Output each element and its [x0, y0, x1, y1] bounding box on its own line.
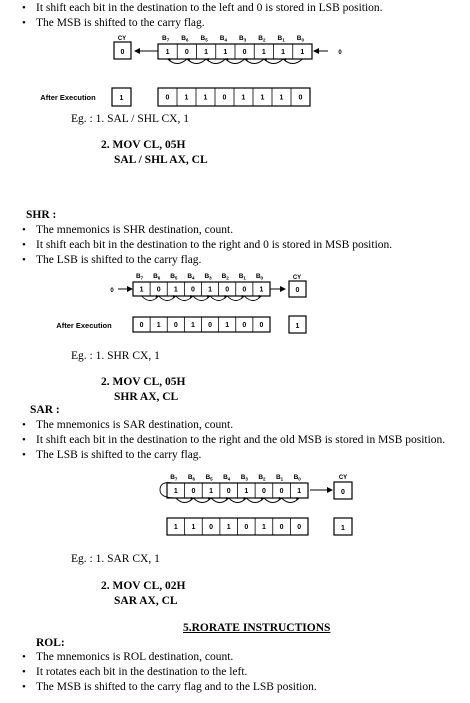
sal-bit-1: 0 — [184, 49, 189, 56]
sar-bullet-1: • The mnemonics is SAR destination, count. — [36, 419, 233, 431]
sal-after-bit-6: 1 — [279, 94, 284, 102]
sar-bit-0: 1 — [173, 488, 178, 495]
sar-bit-label-7: $B_0$ — [293, 474, 301, 482]
sal-bit-3: 1 — [223, 49, 228, 56]
shr-bit-label-0: $B_7$ — [135, 273, 144, 281]
shr-after-bit-2: 0 — [173, 322, 178, 329]
sal-bit-5: 1 — [261, 49, 266, 56]
shr-bit-label-2: $B_5$ — [170, 273, 178, 281]
sar-example-2-line1: 2. MOV CL, 02H — [101, 580, 186, 592]
shr-bullet-1: • The mnemonics is SHR destination, count. — [36, 224, 233, 236]
sal-eg1-text: Eg. : 1. SAL / SHL CX, 1 — [71, 113, 189, 125]
shr-bit-label-5: $B_2$ — [221, 273, 229, 281]
sal-after-bit-4: 1 — [241, 94, 246, 102]
shr-bit-0: 1 — [139, 286, 144, 294]
sar-after-bit-2: 0 — [209, 524, 214, 531]
shr-bit-6: 0 — [242, 286, 247, 294]
sal-bit-6: 1 — [281, 49, 286, 56]
sal-bit-0: 1 — [165, 49, 170, 56]
sar-cy-label: CY — [338, 475, 348, 481]
shr-example-1: Eg. : 1. SHR CX, 1 — [71, 350, 160, 362]
sar-after-cy: 1 — [341, 525, 345, 532]
shr-bit-1: 0 — [156, 286, 161, 294]
sar-diagram — [160, 474, 352, 535]
sar-bit-label-5: $B_2$ — [258, 474, 266, 482]
shr-bit-label-7: $B_0$ — [255, 273, 264, 281]
sal-after-bit-1: 1 — [184, 94, 189, 102]
sar-after-bit-7: 0 — [297, 524, 302, 531]
sal-bit-4: 0 — [242, 49, 247, 56]
sal-after-label: After Execution — [40, 93, 96, 102]
sar-bit-4: 1 — [244, 488, 249, 495]
sar-after-bit-5: 1 — [261, 524, 266, 531]
shr-bit-label-6: $B_1$ — [238, 273, 246, 281]
sar-bit-6: 0 — [279, 488, 284, 495]
rotate-section-title: 5.RORATE INSTRUCTIONS — [183, 622, 331, 634]
sar-bit-label-2: $B_5$ — [205, 474, 213, 482]
sar-example-1: Eg. : 1. SAR CX, 1 — [71, 553, 160, 565]
shr-bit-label-4: $B_3$ — [204, 273, 212, 281]
sal-after-bit-5: 1 — [260, 94, 265, 102]
sar-bit-5: 0 — [261, 488, 266, 495]
sal-cy-label: CY — [117, 36, 127, 42]
sar-after-bit-0: 1 — [173, 524, 178, 531]
sar-after-bit-1: 1 — [191, 524, 196, 531]
sal-example-2-line1: 2. MOV CL, 05H — [101, 139, 186, 151]
rol-bullet-2: • It rotates each bit in the destination to the left. — [36, 666, 247, 678]
sar-bit-label-4: $B_3$ — [240, 474, 248, 482]
sar-bullet-2: • It shift each bit in the destination to the right and the old MSB is stored in MSB position. — [36, 434, 445, 446]
sal-after-bit-7: 0 — [298, 94, 303, 102]
shr-after-bit-4: 0 — [208, 322, 213, 329]
shr-input-zero: 0 — [110, 288, 114, 294]
shr-cy-label: CY — [292, 275, 302, 281]
sar-bit-3: 0 — [226, 488, 231, 495]
sal-cy-value: 0 — [120, 49, 125, 56]
sar-bit-7: 1 — [297, 488, 302, 495]
sar-bit-label-1: $B_6$ — [187, 474, 196, 482]
sal-after-bit-0: 0 — [165, 94, 170, 102]
sar-bit-2: 1 — [209, 488, 214, 495]
shr-bullet-2: • It shift each bit in the destination to the right and 0 is stored in MSB position. — [36, 239, 392, 251]
shr-example-2-line1: 2. MOV CL, 05H — [101, 376, 186, 388]
sal-bit-7: 1 — [300, 49, 305, 56]
shr-example-2-line2: SHR AX, CL — [114, 391, 179, 403]
shr-bit-2: 1 — [173, 286, 178, 294]
sal-bit-label-5: $B_2$ — [258, 35, 266, 43]
sar-bit-label-0: $B_7$ — [170, 474, 178, 482]
sar-after-bit-3: 1 — [226, 524, 231, 531]
sal-after-cy: 1 — [119, 95, 124, 102]
sal-bit-label-7: $B_0$ — [296, 35, 304, 43]
rol-bullet-1: • The mnemonics is ROL destination, count. — [36, 651, 233, 663]
sal-bullet-1: • It shift each bit in the destination to the left and 0 is stored in LSB position. — [36, 2, 383, 14]
sal-bullet-2: • The MSB is shifted to the carry flag. — [36, 17, 205, 29]
shr-bit-label-1: $B_6$ — [153, 273, 161, 281]
sar-cy-value: 0 — [341, 489, 345, 496]
shr-after-bit-0: 0 — [139, 322, 144, 329]
sal-bit-label-1: $B_6$ — [181, 35, 189, 43]
sar-bit-1: 0 — [191, 488, 196, 495]
shr-bit-label-3: $B_4$ — [187, 273, 195, 281]
shr-after-bit-6: 0 — [242, 322, 247, 329]
sar-after-bit-4: 0 — [244, 524, 249, 531]
shr-diagram — [56, 273, 306, 333]
shr-bullet-3: • The LSB is shifted to the carry flag. — [36, 254, 201, 266]
shr-bit-5: 0 — [225, 286, 230, 294]
sar-bit-label-6: $B_1$ — [275, 474, 284, 482]
sal-after-bit-3: 0 — [222, 94, 227, 102]
sar-bullet-3: • The LSB is shifted to the carry flag. — [36, 449, 201, 461]
sar-heading: SAR : — [30, 404, 60, 416]
sal-bit-label-2: $B_5$ — [200, 35, 208, 43]
shr-after-bit-7: 0 — [259, 322, 264, 329]
sal-bit-label-3: $B_4$ — [219, 35, 227, 43]
sar-after-bit-6: 0 — [279, 524, 284, 531]
shr-after-bit-1: 1 — [156, 322, 161, 329]
shr-heading: SHR : — [26, 209, 57, 221]
shr-bit-4: 1 — [208, 286, 213, 294]
shr-after-label: After Execution — [56, 321, 112, 330]
shr-after-cy: 1 — [295, 323, 300, 330]
shr-bit-7: 1 — [259, 286, 264, 294]
sar-example-2-line2: SAR AX, CL — [114, 595, 178, 607]
sal-diagram — [40, 35, 342, 106]
sal-example-2-line2: SAL / SHL AX, CL — [114, 154, 208, 166]
rol-heading: ROL: — [36, 637, 65, 649]
sal-bit-label-4: $B_3$ — [239, 35, 247, 43]
shr-bit-3: 0 — [190, 286, 195, 294]
shr-cy-value: 0 — [295, 287, 300, 294]
shr-after-bit-3: 1 — [190, 322, 195, 329]
shr-after-bit-5: 1 — [225, 322, 230, 329]
sal-input-zero: 0 — [338, 50, 342, 56]
sal-after-bit-2: 1 — [203, 94, 208, 102]
rol-bullet-3: • The MSB is shifted to the carry flag and to the LSB position. — [36, 681, 317, 693]
sal-bit-label-0: $B_7$ — [162, 35, 170, 43]
sal-bit-2: 1 — [204, 49, 209, 56]
sal-bit-label-6: $B_1$ — [277, 35, 285, 43]
sal-example-1 — [71, 113, 189, 125]
sar-bit-label-3: $B_4$ — [223, 474, 231, 482]
